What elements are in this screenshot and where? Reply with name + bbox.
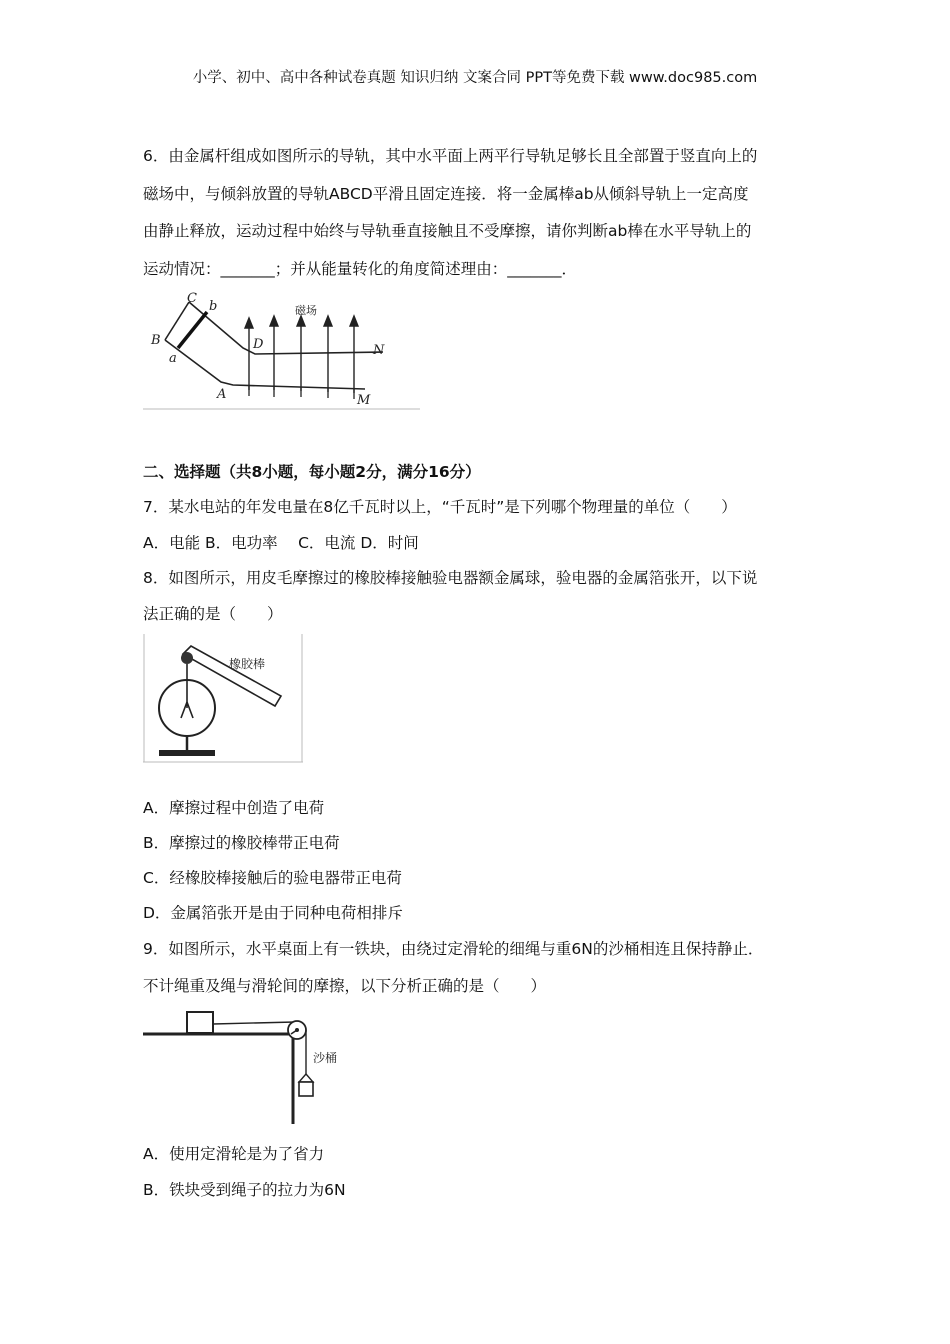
label-field: 磁场 [295, 304, 317, 317]
q8-stem-line-1: 8．如图所示，用皮毛摩擦过的橡胶棒接触验电器额金属球，验电器的金属箔张开，以下说 [143, 569, 758, 587]
page-header: 小学、初中、高中各种试卷真题 知识归纳 文案合同 PPT等免费下载 www.doc985.com [192, 70, 758, 86]
q6-line-1: 6．由金属杆组成如图所示的导轨，其中水平面上两平行导轨足够长且全部置于竖直向上的 [143, 147, 758, 165]
label-D: D [253, 337, 264, 352]
section-2-title: 二、选择题（共8小题，每小题2分，满分16分） [143, 463, 481, 481]
q6-line-3: 由静止释放，运动过程中始终与导轨垂直接触且不受摩擦，请你判断ab棒在水平导轨上的 [143, 222, 752, 240]
q9-pulley-figure [143, 1004, 348, 1124]
label-B: B [151, 333, 161, 348]
rod-label: 橡胶棒 [229, 657, 266, 671]
q7-stem: 7．某水电站的年发电量在8亿千瓦时以上，“千瓦时”是下列哪个物理量的单位（ ） [143, 498, 737, 516]
q8-option-d: D．金属箔张开是由于同种电荷相排斥 [143, 904, 403, 922]
q8-option-b: B．摩擦过的橡胶棒带正电荷 [143, 834, 340, 852]
label-b: b [209, 299, 218, 314]
label-a: a [169, 351, 177, 366]
q6-line-2: 磁场中，与倾斜放置的导轨ABCD平滑且固定连接．将一金属棒ab从倾斜导轨上一定高度 [143, 185, 749, 203]
q9-option-a: A．使用定滑轮是为了省力 [143, 1145, 325, 1163]
q7-options: A．电能 B．电功率 C．电流 D．时间 [143, 534, 419, 552]
q9-stem-line-2: 不计绳重及绳与滑轮间的摩擦，以下分析正确的是（ ） [143, 977, 547, 995]
label-C: C [187, 291, 197, 306]
label-M: M [357, 393, 371, 408]
q6-line-4: 运动情况：_______；并从能量转化的角度简述理由：_______． [143, 260, 578, 278]
q9-stem-line-1: 9．如图所示，水平桌面上有一铁块，由绕过定滑轮的细绳与重6N的沙桶相连且保持静止． [143, 940, 764, 958]
q8-electroscope-figure [143, 634, 303, 764]
q8-option-c: C．经橡胶棒接触后的验电器带正电荷 [143, 869, 402, 887]
q9-option-b: B．铁块受到绳子的拉力为6N [143, 1181, 346, 1199]
q8-stem-line-2: 法正确的是（ ） [143, 605, 283, 623]
bucket-label: 沙桶 [313, 1051, 338, 1065]
label-A: A [217, 387, 227, 402]
q6-rail-figure [143, 290, 420, 410]
q8-option-a: A．摩擦过程中创造了电荷 [143, 799, 325, 817]
label-N: N [373, 343, 385, 358]
